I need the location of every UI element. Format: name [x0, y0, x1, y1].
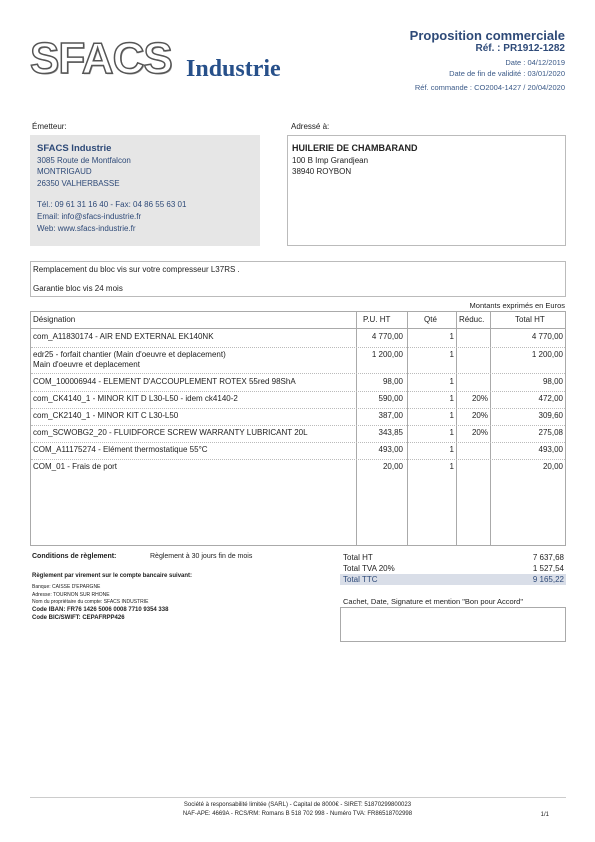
total-tva-label: Total TVA 20% — [343, 564, 395, 573]
row-qte: 1 — [449, 350, 454, 359]
addressee-address: 100 B Imp Grandjean — [292, 156, 369, 165]
emitter-label: Émetteur: — [32, 122, 67, 131]
row-pu: 387,00 — [378, 411, 403, 420]
row-total: 20,00 — [542, 462, 563, 471]
row-designation: com_CK2140_1 - MINOR KIT C L30-L50 — [33, 411, 179, 420]
emitter-box — [30, 135, 260, 246]
account-owner: Nom du propriétaire du compte: SFACS INDUSTRIE — [32, 599, 149, 605]
description-box — [30, 261, 566, 297]
table-row — [31, 459, 565, 476]
row-total: 275,08 — [538, 428, 563, 437]
order-ref: Réf. commande : CO2004-1427 / 20/04/2020 — [414, 83, 565, 92]
total-tva-row — [340, 563, 566, 574]
row-designation: edr25 - forfait chantier (Main d'oeuvre et deplacement) — [33, 350, 226, 359]
row-qte: 1 — [449, 332, 454, 341]
row-pu: 590,00 — [378, 394, 403, 403]
page-number: 1/1 — [540, 812, 549, 818]
total-ht-row — [340, 552, 566, 563]
row-designation: com_CK4140_1 - MINOR KIT D L30-L50 - idem ck4140-2 — [33, 394, 238, 403]
logo-suffix: Industrie — [186, 56, 281, 82]
bic: Code BIC/SWIFT: CEPAFRPP426 — [32, 615, 125, 621]
emitter-web[interactable]: Web: www.sfacs-industrie.fr — [37, 224, 136, 233]
header-pu: P.U. HT — [363, 315, 391, 324]
row-pu: 493,00 — [378, 445, 403, 454]
addressee-box — [287, 135, 566, 246]
row-total: 4 770,00 — [531, 332, 563, 341]
row-pu: 20,00 — [382, 462, 403, 471]
row-designation: COM_01 - Frais de port — [33, 462, 118, 471]
total-ttc-row — [340, 574, 566, 585]
conditions-value: Règlement à 30 jours fin de mois — [150, 553, 253, 560]
row-pu: 343,85 — [378, 428, 403, 437]
row-total: 493,00 — [538, 445, 563, 454]
row-total: 472,00 — [538, 394, 563, 403]
row-qte: 1 — [449, 445, 454, 454]
addressee-city: 38940 ROYBON — [292, 167, 352, 176]
conditions-label: Conditions de règlement: — [32, 553, 117, 560]
description-line-2: Garantie bloc vis 24 mois — [33, 284, 123, 293]
document-title: Proposition commerciale — [409, 28, 565, 43]
emitter-city1: MONTRIGAUD — [37, 167, 92, 176]
emitter-phone: Tél.: 09 61 31 16 40 - Fax: 04 86 55 63 01 — [37, 200, 187, 209]
table-row — [31, 425, 565, 443]
emitter-email[interactable]: Email: info@sfacs-industrie.fr — [37, 212, 142, 221]
row-qte: 1 — [449, 428, 454, 437]
signature-label: Cachet, Date, Signature et mention "Bon pour Accord" — [343, 597, 524, 606]
row-pu: 4 770,00 — [371, 332, 403, 341]
row-reduc: 20% — [471, 428, 488, 437]
iban: Code IBAN: FR76 1426 5006 0008 7710 9354 338 — [32, 607, 169, 613]
total-ht-value: 7 637,68 — [532, 553, 564, 562]
row-reduc: 20% — [471, 411, 488, 420]
addressee-name: HUILERIE DE CHAMBARAND — [292, 143, 418, 153]
document-ref: Réf. : PR1912-1282 — [475, 43, 565, 54]
table-row — [31, 442, 565, 460]
row-total: 1 200,00 — [531, 350, 563, 359]
description-line-1: Remplacement du bloc vis sur votre compresseur L37RS . — [33, 265, 240, 274]
document-date: Date : 04/12/2019 — [505, 58, 565, 67]
row-reduc: 20% — [471, 394, 488, 403]
amounts-note: Montants exprimés en Euros — [469, 301, 565, 310]
table-row — [31, 374, 565, 392]
table-row — [31, 391, 565, 409]
transfer-title: Règlement par virement sur le compte bancaire suivant: — [32, 573, 193, 579]
row-designation: COM_A11175274 - Elément thermostatique 55°C — [33, 445, 208, 454]
row-pu: 1 200,00 — [371, 350, 403, 359]
footer-divider — [30, 797, 566, 798]
total-ht-label: Total HT — [343, 553, 373, 562]
items-table — [30, 311, 566, 546]
footer-legal-1: Société à responsabilité limitée (SARL) - Capital de 8000€ - SIRET: 51870299800023 — [183, 802, 412, 808]
header-designation: Désignation — [33, 315, 76, 324]
bank-address: Adresse: TOURNON SUR RHONE — [32, 592, 110, 598]
row-designation-detail: Main d'oeuvre et deplacement — [33, 360, 140, 369]
validity-date: Date de fin de validité : 03/01/2020 — [449, 69, 565, 78]
addressee-label: Adressé à: — [291, 122, 330, 131]
emitter-city2: 26350 VALHERBASSE — [37, 179, 120, 188]
total-ttc-label: Total TTC — [343, 575, 378, 584]
logo-brand: SFACS — [30, 34, 172, 83]
total-tva-value: 1 527,54 — [532, 564, 564, 573]
row-designation: com_SCWOBG2_20 - FLUIDFORCE SCREW WARRANTY LUBRICANT 20L — [33, 428, 308, 437]
signature-box[interactable] — [340, 607, 566, 642]
row-total: 98,00 — [542, 377, 563, 386]
row-designation: COM_100006944 - ELEMENT D'ACCOUPLEMENT ROTEX 55red 98ShA — [33, 377, 296, 386]
total-ttc-value: 9 165,22 — [532, 575, 564, 584]
row-qte: 1 — [449, 394, 454, 403]
bank-name: Banque: CAISSE D'EPARGNE — [32, 584, 101, 590]
table-row — [31, 329, 565, 348]
emitter-address: 3085 Route de Montfalcon — [37, 156, 131, 165]
header-reduc: Réduc. — [459, 315, 485, 324]
row-qte: 1 — [449, 411, 454, 420]
row-total: 309,60 — [538, 411, 563, 420]
row-designation: com_A11830174 - AIR END EXTERNAL EK140NK — [33, 332, 214, 341]
row-qte: 1 — [449, 377, 454, 386]
table-row — [31, 408, 565, 426]
row-qte: 1 — [449, 462, 454, 471]
footer-legal-2: NAF-APE: 4669A - RCS/RM: Romans B 518 702 998 - Numéro TVA: FR86518702998 — [182, 811, 413, 817]
table-row — [31, 347, 565, 374]
table-header — [31, 312, 565, 329]
header-total: Total HT — [515, 315, 545, 324]
emitter-name: SFACS Industrie — [37, 143, 112, 154]
company-logo — [30, 34, 320, 94]
row-pu: 98,00 — [382, 377, 403, 386]
header-qte: Qté — [424, 315, 437, 324]
